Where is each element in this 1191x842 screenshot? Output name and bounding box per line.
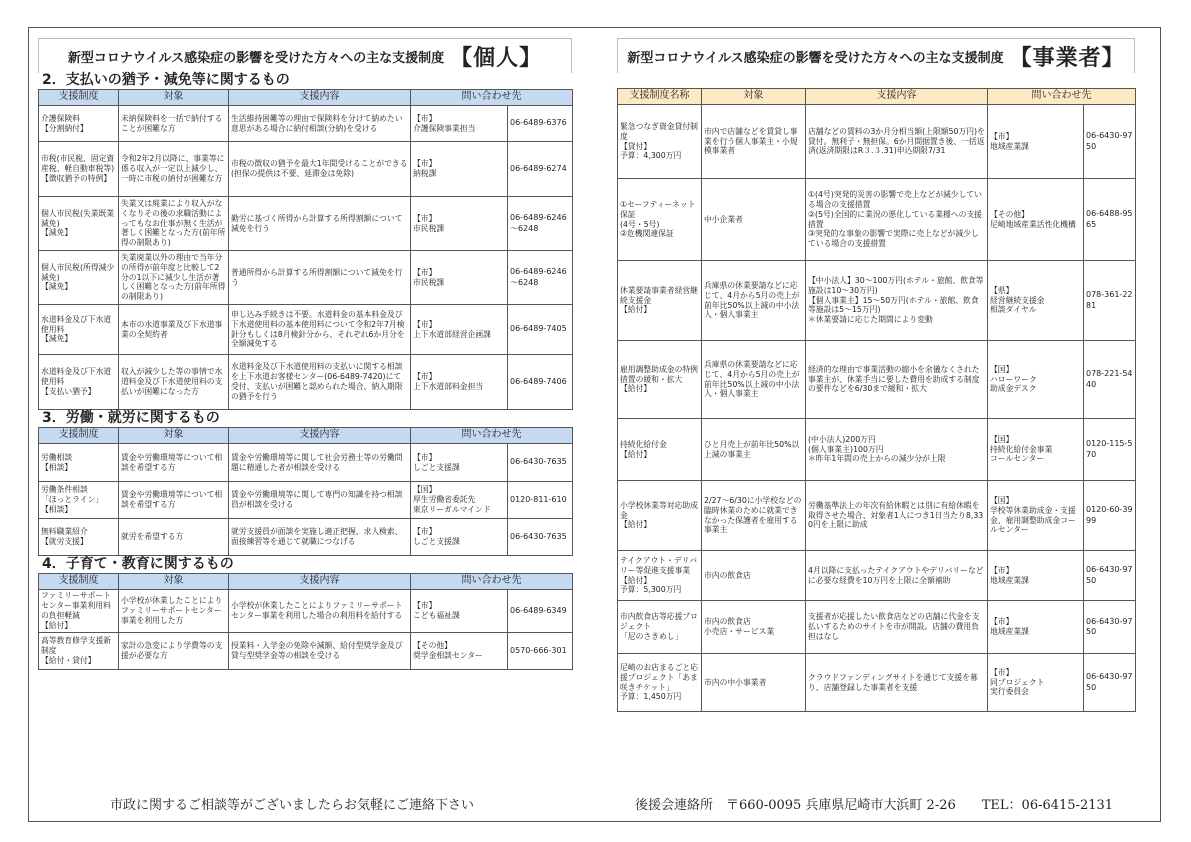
support-content-cell: 4月以降に支払ったテイクアウトやデリバリーなどに必要な経費を10万円を上限に全額補助 — [806, 551, 988, 601]
target-cell: 兵庫県の休業要請などに応じて、4月から5月の売上が前年比50%以上減の中小法人・個人事業主 — [702, 261, 806, 341]
phone-cell: 06-6489-7406 — [508, 355, 573, 410]
support-content-cell: 水道料金及び下水道使用料の支払いに関する相談を上下水道お客様センター(06-6489-7420)にて受付、支払いが困難と認められた場合、納入期限の猶予を行う — [229, 355, 411, 410]
phone-cell: 06-6489-6274 — [508, 142, 573, 197]
table-row — [39, 355, 573, 410]
target-cell: 収入が減少した等の事情で水道料金及び下水道使用料の支払いが困難になった方 — [119, 355, 229, 410]
section-heading: 3．労働・就労に関するもの — [42, 410, 220, 426]
table-row — [39, 632, 573, 669]
column-header: 問い合わせ先 — [411, 574, 573, 590]
business-footer: 後援会連絡所 〒660-0095 兵庫県尼崎市大浜町 2-26 TEL：06-6415-2131 — [635, 798, 1114, 813]
support-content-cell: 小学校が休業したことによりファミリーサポートセンター事業を利用した場合の利用料を給付する — [229, 590, 411, 633]
target-cell: 市内の飲食店 — [702, 551, 806, 601]
contact-cell: 【市】 納税課 — [411, 142, 508, 197]
target-cell: 市内で店舗などを賃貸し事業を行う個人事業主・小規模事業者 — [702, 105, 806, 179]
column-header: 支援内容 — [229, 574, 411, 590]
business-table-wrap — [617, 88, 1135, 712]
table-row — [39, 482, 573, 519]
phone-cell: 06-6430-9750 — [1084, 654, 1136, 712]
support-content-cell: クラウドファンディングサイトを通じて支援を募り、店舗登録した事業者を支援 — [806, 654, 988, 712]
phone-cell: 078-361-2281 — [1084, 261, 1136, 341]
table-row — [39, 519, 573, 556]
individual-sections — [38, 72, 572, 670]
target-cell: ひと月売上が前年比50%以上減の事業主 — [702, 419, 806, 481]
support-content-cell: 就労支援員が面談を実施し適正把握、求人検索、面接練習等を通じて就職につなげる — [229, 519, 411, 556]
support-system-cell: 市内飲食店等応援プロジェクト 「尼のさきめし」 — [618, 601, 702, 654]
table-row — [618, 261, 1136, 341]
column-header: 対象 — [119, 428, 229, 444]
table-header-row — [618, 89, 1136, 105]
individual-section-table — [38, 573, 573, 670]
support-system-cell: 市税(市民税、固定資産税、軽自動車税等) 【徴収猶予の特例】 — [39, 142, 119, 197]
contact-cell: 【市】 地域産業課 — [988, 601, 1084, 654]
phone-cell: 06-6489-6376 — [508, 106, 573, 142]
contact-cell: 【国】 持続化給付金事業 コールセンター — [988, 419, 1084, 481]
support-system-cell: 休業要請事業者経営継続支援金 【給付】 — [618, 261, 702, 341]
column-header: 問い合わせ先 — [988, 89, 1136, 105]
target-cell: 中小企業者 — [702, 179, 806, 261]
individual-title-main: 新型コロナウイルス感染症の影響を受けた方々への主な支援制度 — [67, 50, 445, 66]
support-content-cell: ①(4号)突発的災害の影響で売上などが減少している場合の支援措置 ②(5号)全国的に業況の悪化している業種への支援措置 ③突発的な事象の影響で実際に売上などが減少している場合の支援措置 — [806, 179, 988, 261]
phone-cell: 078-221-5440 — [1084, 341, 1136, 419]
column-header: 支援内容 — [229, 90, 411, 106]
column-header: 問い合わせ先 — [411, 428, 573, 444]
contact-cell: 【市】 しごと支援課 — [411, 444, 508, 482]
phone-cell: 06-6430-9750 — [1084, 601, 1136, 654]
column-header: 支援内容 — [806, 89, 988, 105]
column-header: 対象 — [119, 574, 229, 590]
contact-cell: 【市】 地域産業課 — [988, 551, 1084, 601]
target-cell: 市内の飲食店 小売店・サービス業 — [702, 601, 806, 654]
target-cell: 失業又は廃業により収入がなくなりその後の求職活動によってもなお仕事が無く生活が著しく困難となった方(前年所得の制限あり) — [119, 197, 229, 251]
support-system-cell: 緊急つなぎ資金貸付制度 【貸付】 予算：4,300万円 — [618, 105, 702, 179]
business-title-main: 新型コロナウイルス感染症の影響を受けた方々への主な支援制度 — [627, 50, 1004, 66]
support-content-cell: 市税の徴収の猶予を最大1年間受けることができる(担保の提供は不要、延滞金は免除) — [229, 142, 411, 197]
support-content-cell: 支援者が応援したい飲食店などの店舗に代金を支払いするためのサイトを市が開設。店舗の費用負担はなし — [806, 601, 988, 654]
contact-cell: 【市】 地域産業課 — [988, 105, 1084, 179]
phone-cell: 06-6430-9750 — [1084, 105, 1136, 179]
support-system-cell: 無料職業紹介 【就労支援】 — [39, 519, 119, 556]
column-header: 支援制度 — [39, 428, 119, 444]
phone-cell: 06-6430-9750 — [1084, 551, 1136, 601]
support-system-cell: ①セーフティーネット保証 (4号・5号) ②危機関連保証 — [618, 179, 702, 261]
support-system-cell: 小学校休業等対応助成金 【給付】 — [618, 481, 702, 551]
target-cell: 本市の水道事業及び下水道事業の全契約者 — [119, 305, 229, 355]
target-cell: 失業廃業以外の理由で当年分の所得が前年度と比較して2分の1以下に減少し生活が著しく困難となった方(前年所得の制限あり) — [119, 251, 229, 305]
column-header: 対象 — [119, 90, 229, 106]
target-cell: 就労を希望する方 — [119, 519, 229, 556]
support-system-cell: 雇用調整助成金の特例措置の緩和・拡大 【給付】 — [618, 341, 702, 419]
contact-cell: 【その他】 尼崎地域産業活性化機構 — [988, 179, 1084, 261]
target-cell: 賃金や労働環境等について相談を希望する方 — [119, 482, 229, 519]
support-content-cell: 【中小法人】30～100万円(ホテル・旅館、飲食等施設は10～30万円) 【個人事業主】15～50万円(ホテル・旅館、飲食等施設は5～15万円) ＊休業要請に応じた期間により変動 — [806, 261, 988, 341]
phone-cell: 06-6430-7635 — [508, 444, 573, 482]
column-header: 支援制度 — [39, 90, 119, 106]
phone-cell: 06-6489-6349 — [508, 590, 573, 633]
target-cell: 小学校が休業したことによりファミリーサポートセンター事業を利用した方 — [119, 590, 229, 633]
contact-cell: 【市】 介護保険事業担当 — [411, 106, 508, 142]
contact-cell: 【国】 ハローワーク 助成金デスク — [988, 341, 1084, 419]
contact-cell: 【市】 市民税課 — [411, 251, 508, 305]
support-content-cell: (中小法人)200万円 (個人事業主)100万円 ＊昨年1年間の売上からの減少分が上限 — [806, 419, 988, 481]
contact-cell: 【国】 厚生労働省委託先 東京リーガルマインド — [411, 482, 508, 519]
phone-cell: 06-6489-6246～6248 — [508, 197, 573, 251]
table-row — [39, 197, 573, 251]
table-header-row — [39, 428, 573, 444]
business-title-tag: 【事業者】 — [1009, 45, 1125, 71]
support-content-cell: 賃金や労働環境等に関して専門の知識を持つ相談員が相談を受ける — [229, 482, 411, 519]
table-row — [39, 142, 573, 197]
support-content-cell: 勤労に基づく所得から計算する所得割額について減免を行う — [229, 197, 411, 251]
section-heading: 4．子育て・教育に関するもの — [42, 556, 234, 572]
support-system-cell: 労働相談 【相談】 — [39, 444, 119, 482]
support-content-cell: 店舗などの賃料の3か月分相当額(上限額50万円)を貸付。無利子・無担保。6か月間据置き後、一括返済(返済期限はR３.３.31)申込期限7/31 — [806, 105, 988, 179]
support-system-cell: 水道料金及び下水道使用料 【支払い猶予】 — [39, 355, 119, 410]
column-header: 対象 — [702, 89, 806, 105]
table-header-row — [39, 90, 573, 106]
contact-cell: 【市】 上下水道部経営企画課 — [411, 305, 508, 355]
support-system-cell: ファミリーサポートセンター事業利用料の負担軽減 【給付】 — [39, 590, 119, 633]
phone-cell: 0120-60-3999 — [1084, 481, 1136, 551]
support-content-cell: 労働基準法上の年次有給休暇とは別に有給休暇を取得させた場合、対象者1人につき1日当たり8,330円を上限に助成 — [806, 481, 988, 551]
table-row — [618, 601, 1136, 654]
support-system-cell: テイクアウト・デリバリー等促進支援事業 【給付】 予算：5,300万円 — [618, 551, 702, 601]
table-row — [618, 419, 1136, 481]
individual-section-table — [38, 427, 573, 556]
support-system-cell: 持続化給付金 【給付】 — [618, 419, 702, 481]
contact-cell: 【市】 こども福祉課 — [411, 590, 508, 633]
phone-cell: 06-6489-7405 — [508, 305, 573, 355]
table-row — [39, 444, 573, 482]
table-row — [618, 105, 1136, 179]
table-row — [39, 106, 573, 142]
column-header: 問い合わせ先 — [411, 90, 573, 106]
table-row — [618, 654, 1136, 712]
column-header: 支援制度 — [39, 574, 119, 590]
table-row — [618, 551, 1136, 601]
phone-cell: 06-6430-7635 — [508, 519, 573, 556]
table-row — [618, 179, 1136, 261]
target-cell: 未納保険料を一括で納付することが困難な方 — [119, 106, 229, 142]
contact-cell: 【市】 上下水道部料金担当 — [411, 355, 508, 410]
individual-section-table — [38, 89, 573, 410]
contact-cell: 【国】 学校等休業助成金・支援金、雇用調整助成金コールセンター — [988, 481, 1084, 551]
target-cell: 賃金や労働環境等について相談を希望する方 — [119, 444, 229, 482]
table-row — [39, 305, 573, 355]
phone-cell: 0120-115-570 — [1084, 419, 1136, 481]
phone-cell: 06-6488-9565 — [1084, 179, 1136, 261]
business-table — [617, 88, 1136, 712]
support-content-cell: 授業料・入学金の免除や減額、給付型奨学金及び貸与型奨学金等の相談を受ける — [229, 632, 411, 669]
support-system-cell: 労働条件相談 「ほっとライン」 【相談】 — [39, 482, 119, 519]
support-system-cell: 個人市民税(所得減少減免) 【減免】 — [39, 251, 119, 305]
phone-cell: 0570-666-301 — [508, 632, 573, 669]
individual-title — [38, 38, 572, 73]
phone-cell: 06-6489-6246～6248 — [508, 251, 573, 305]
support-system-cell: 介護保険料 【分割納付】 — [39, 106, 119, 142]
support-system-cell: 水道料金及び下水道使用料 【減免】 — [39, 305, 119, 355]
support-system-cell: 尼崎のお店まるごと応援プロジェクト「あま咲きチケット」 予算：1,450万円 — [618, 654, 702, 712]
business-title — [617, 38, 1135, 73]
table-header-row — [39, 574, 573, 590]
contact-cell: 【市】 しごと支援課 — [411, 519, 508, 556]
target-cell: 2/27～6/30に小学校などの臨時休業のために就業できなかった保護者を雇用する事業主 — [702, 481, 806, 551]
support-system-cell: 個人市民税(失業既業減免) 【減免】 — [39, 197, 119, 251]
support-system-cell: 高等教育修学支援新制度 【給付・貸付】 — [39, 632, 119, 669]
target-cell: 市内の中小事業者 — [702, 654, 806, 712]
contact-cell: 【県】 経営継続支援金 相談ダイヤル — [988, 261, 1084, 341]
support-content-cell: 生活維持困難等の理由で保険料を分けて納めたい意思がある場合に納付相談(分納)を受ける — [229, 106, 411, 142]
support-content-cell: 賃金や労働環境等に関して社会労務士等の労働問題に精通した者が相談を受ける — [229, 444, 411, 482]
target-cell: 兵庫県の休業要請などに応じて、4月から5月の売上が前年比50%以上減の中小法人・個人事業主 — [702, 341, 806, 419]
individual-footer: 市政に関するご相談等がございましたらお気軽にご連絡下さい — [110, 798, 475, 813]
table-row — [618, 481, 1136, 551]
individual-title-tag: 【個人】 — [450, 45, 543, 71]
section-heading: 2．支払いの猶予・減免等に関するもの — [42, 72, 290, 88]
contact-cell: 【市】 同プロジェクト 実行委員会 — [988, 654, 1084, 712]
target-cell: 家計の急変により学費等の支援が必要な方 — [119, 632, 229, 669]
support-content-cell: 経済的な理由で事業活動の縮小を余儀なくされた事業主が、休業手当に要した費用を助成する制度の要件などを6/30まで緩和・拡大 — [806, 341, 988, 419]
contact-cell: 【その他】 奨学金相談センター — [411, 632, 508, 669]
support-content-cell: 普通所得から計算する所得割額について減免を行う — [229, 251, 411, 305]
contact-cell: 【市】 市民税課 — [411, 197, 508, 251]
table-row — [39, 590, 573, 633]
target-cell: 令和2年2月以降に、事業等に係る収入が一定以上減少し、一時に市税の納付が困難な方 — [119, 142, 229, 197]
phone-cell: 0120-811-610 — [508, 482, 573, 519]
support-content-cell: 申し込み手続きは不要。水道料金の基本料金及び下水道使用料の基本使用料について令和2年7月検針分もしくは8月検針分から、それぞれ6か月分を全額減免する — [229, 305, 411, 355]
column-header: 支援制度名称 — [618, 89, 702, 105]
table-row — [39, 251, 573, 305]
column-header: 支援内容 — [229, 428, 411, 444]
table-row — [618, 341, 1136, 419]
